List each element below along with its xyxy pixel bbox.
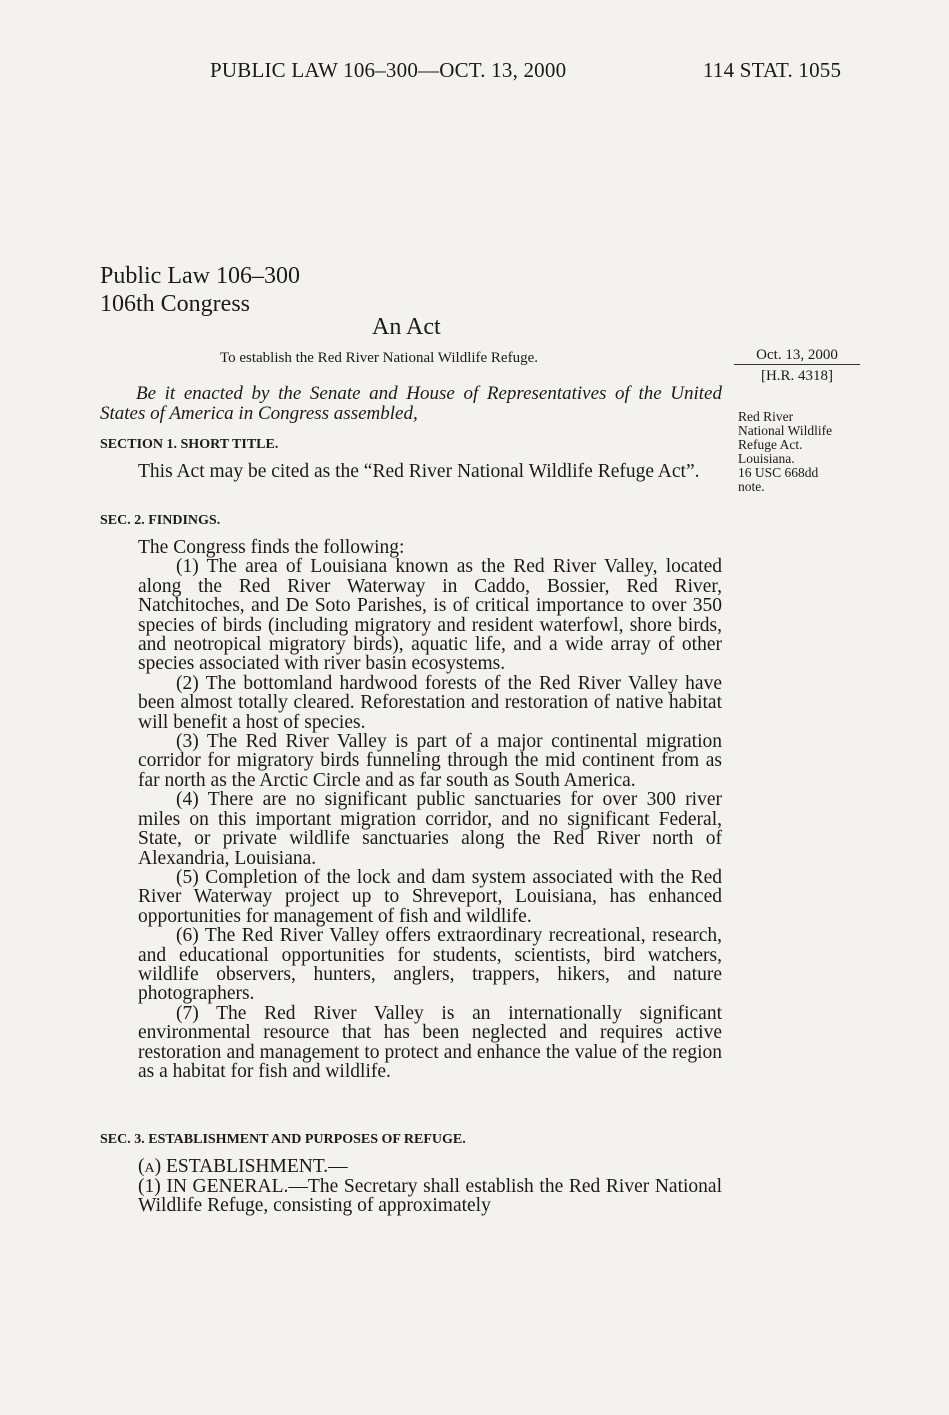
margin-bill-number: [H.R. 4318] bbox=[760, 368, 834, 384]
margin-notes bbox=[738, 410, 832, 494]
finding-item: (1) The area of Louisiana known as the Red River Valley, located along the Red River Waterway in Caddo, Bossier, Red River, Natchitoches, and De Soto Parishes, is of critical importance to over 350 species of birds (including migratory and resident waterfowl, shore birds, and neotropical migratory birds), aquatic life, and a wide array of other species associated with river basin ecosystems. bbox=[138, 556, 722, 675]
margin-date-block bbox=[734, 346, 860, 385]
section-1-heading: SECTION 1. SHORT TITLE. bbox=[100, 437, 279, 452]
findings-lead: The Congress finds the following: bbox=[138, 537, 405, 558]
finding-item: (7) The Red River Valley is an internationally significant environmental resource that has been neglected and requires active restoration and management to protect and enhance the value of the region as a habitat for fish and wildlife. bbox=[138, 1002, 722, 1082]
margin-note-line: 16 USC 668dd bbox=[738, 465, 819, 480]
section-2-heading: SEC. 2. FINDINGS. bbox=[100, 513, 221, 528]
section-1-text bbox=[100, 462, 722, 482]
finding-item: (4) There are no significant public sanctuaries for over 300 river miles on this important migration corridor, and no significant Federal, State, or private wildlife sanctuaries along the Red River north of Alexandria, Louisiana. bbox=[138, 789, 722, 869]
paragraph-1-label: (1) IN GENERAL.— bbox=[138, 1175, 308, 1197]
public-law-number: Public Law 106–300 bbox=[100, 263, 300, 289]
finding-item: (2) The bottomland hardwood forests of the Red River Valley have been almost totally cleared. Reforestation and restoration of native habitat will benefit a host of species. bbox=[138, 672, 722, 733]
enacting-clause: Be it enacted by the Senate and House of Representatives of the United States of America in Congress assembled, bbox=[100, 383, 722, 424]
subsection-a-heading bbox=[138, 1157, 722, 1177]
paragraph-1-text: The Secretary shall establish the Red River National Wildlife Refuge, consisting of approximately bbox=[138, 1175, 722, 1216]
margin-note-line: Louisiana. bbox=[738, 451, 795, 466]
subsection-a-label: (a) ESTABLISHMENT.— bbox=[138, 1156, 348, 1177]
margin-note-line: note. bbox=[738, 479, 765, 494]
short-title-text: This Act may be cited as the “Red River National Wildlife Refuge Act”. bbox=[138, 461, 700, 482]
finding-item: (5) Completion of the lock and dam system associated with the Red River Waterway project up to Shreveport, Louisiana, has enhanced opportunities for management of fish and wildlife. bbox=[138, 866, 722, 927]
finding-item: (3) The Red River Valley is part of a major continental migration corridor for migratory birds funneling through the mid continent from as far north as the Arctic Circle and as far south as South America. bbox=[138, 731, 722, 791]
act-purpose: To establish the Red River National Wildlife Refuge. bbox=[220, 350, 538, 366]
running-header-title: PUBLIC LAW 106–300—OCT. 13, 2000 bbox=[210, 58, 567, 82]
margin-note-line: Refuge Act. bbox=[738, 437, 803, 452]
margin-date: Oct. 13, 2000 bbox=[734, 346, 860, 365]
margin-note-line: Red River bbox=[738, 409, 794, 424]
running-header-page: 114 STAT. 1055 bbox=[703, 58, 842, 82]
findings-list bbox=[138, 538, 722, 1081]
finding-item: (6) The Red River Valley offers extraordinary recreational, research, and educational opportunities for students, scientists, bird watchers, wildlife observers, hunters, anglers, trappers, hikers, and nature photographers. bbox=[138, 925, 722, 1005]
an-act-heading: An Act bbox=[372, 314, 441, 340]
law-title-block bbox=[100, 262, 300, 318]
section-3-heading: SEC. 3. ESTABLISHMENT AND PURPOSES OF REFUGE. bbox=[100, 1132, 466, 1147]
section-3-text bbox=[138, 1157, 722, 1216]
congress-number: 106th Congress bbox=[100, 291, 250, 317]
paragraph-1 bbox=[138, 1177, 722, 1216]
margin-note-line: National Wildlife bbox=[738, 423, 833, 438]
